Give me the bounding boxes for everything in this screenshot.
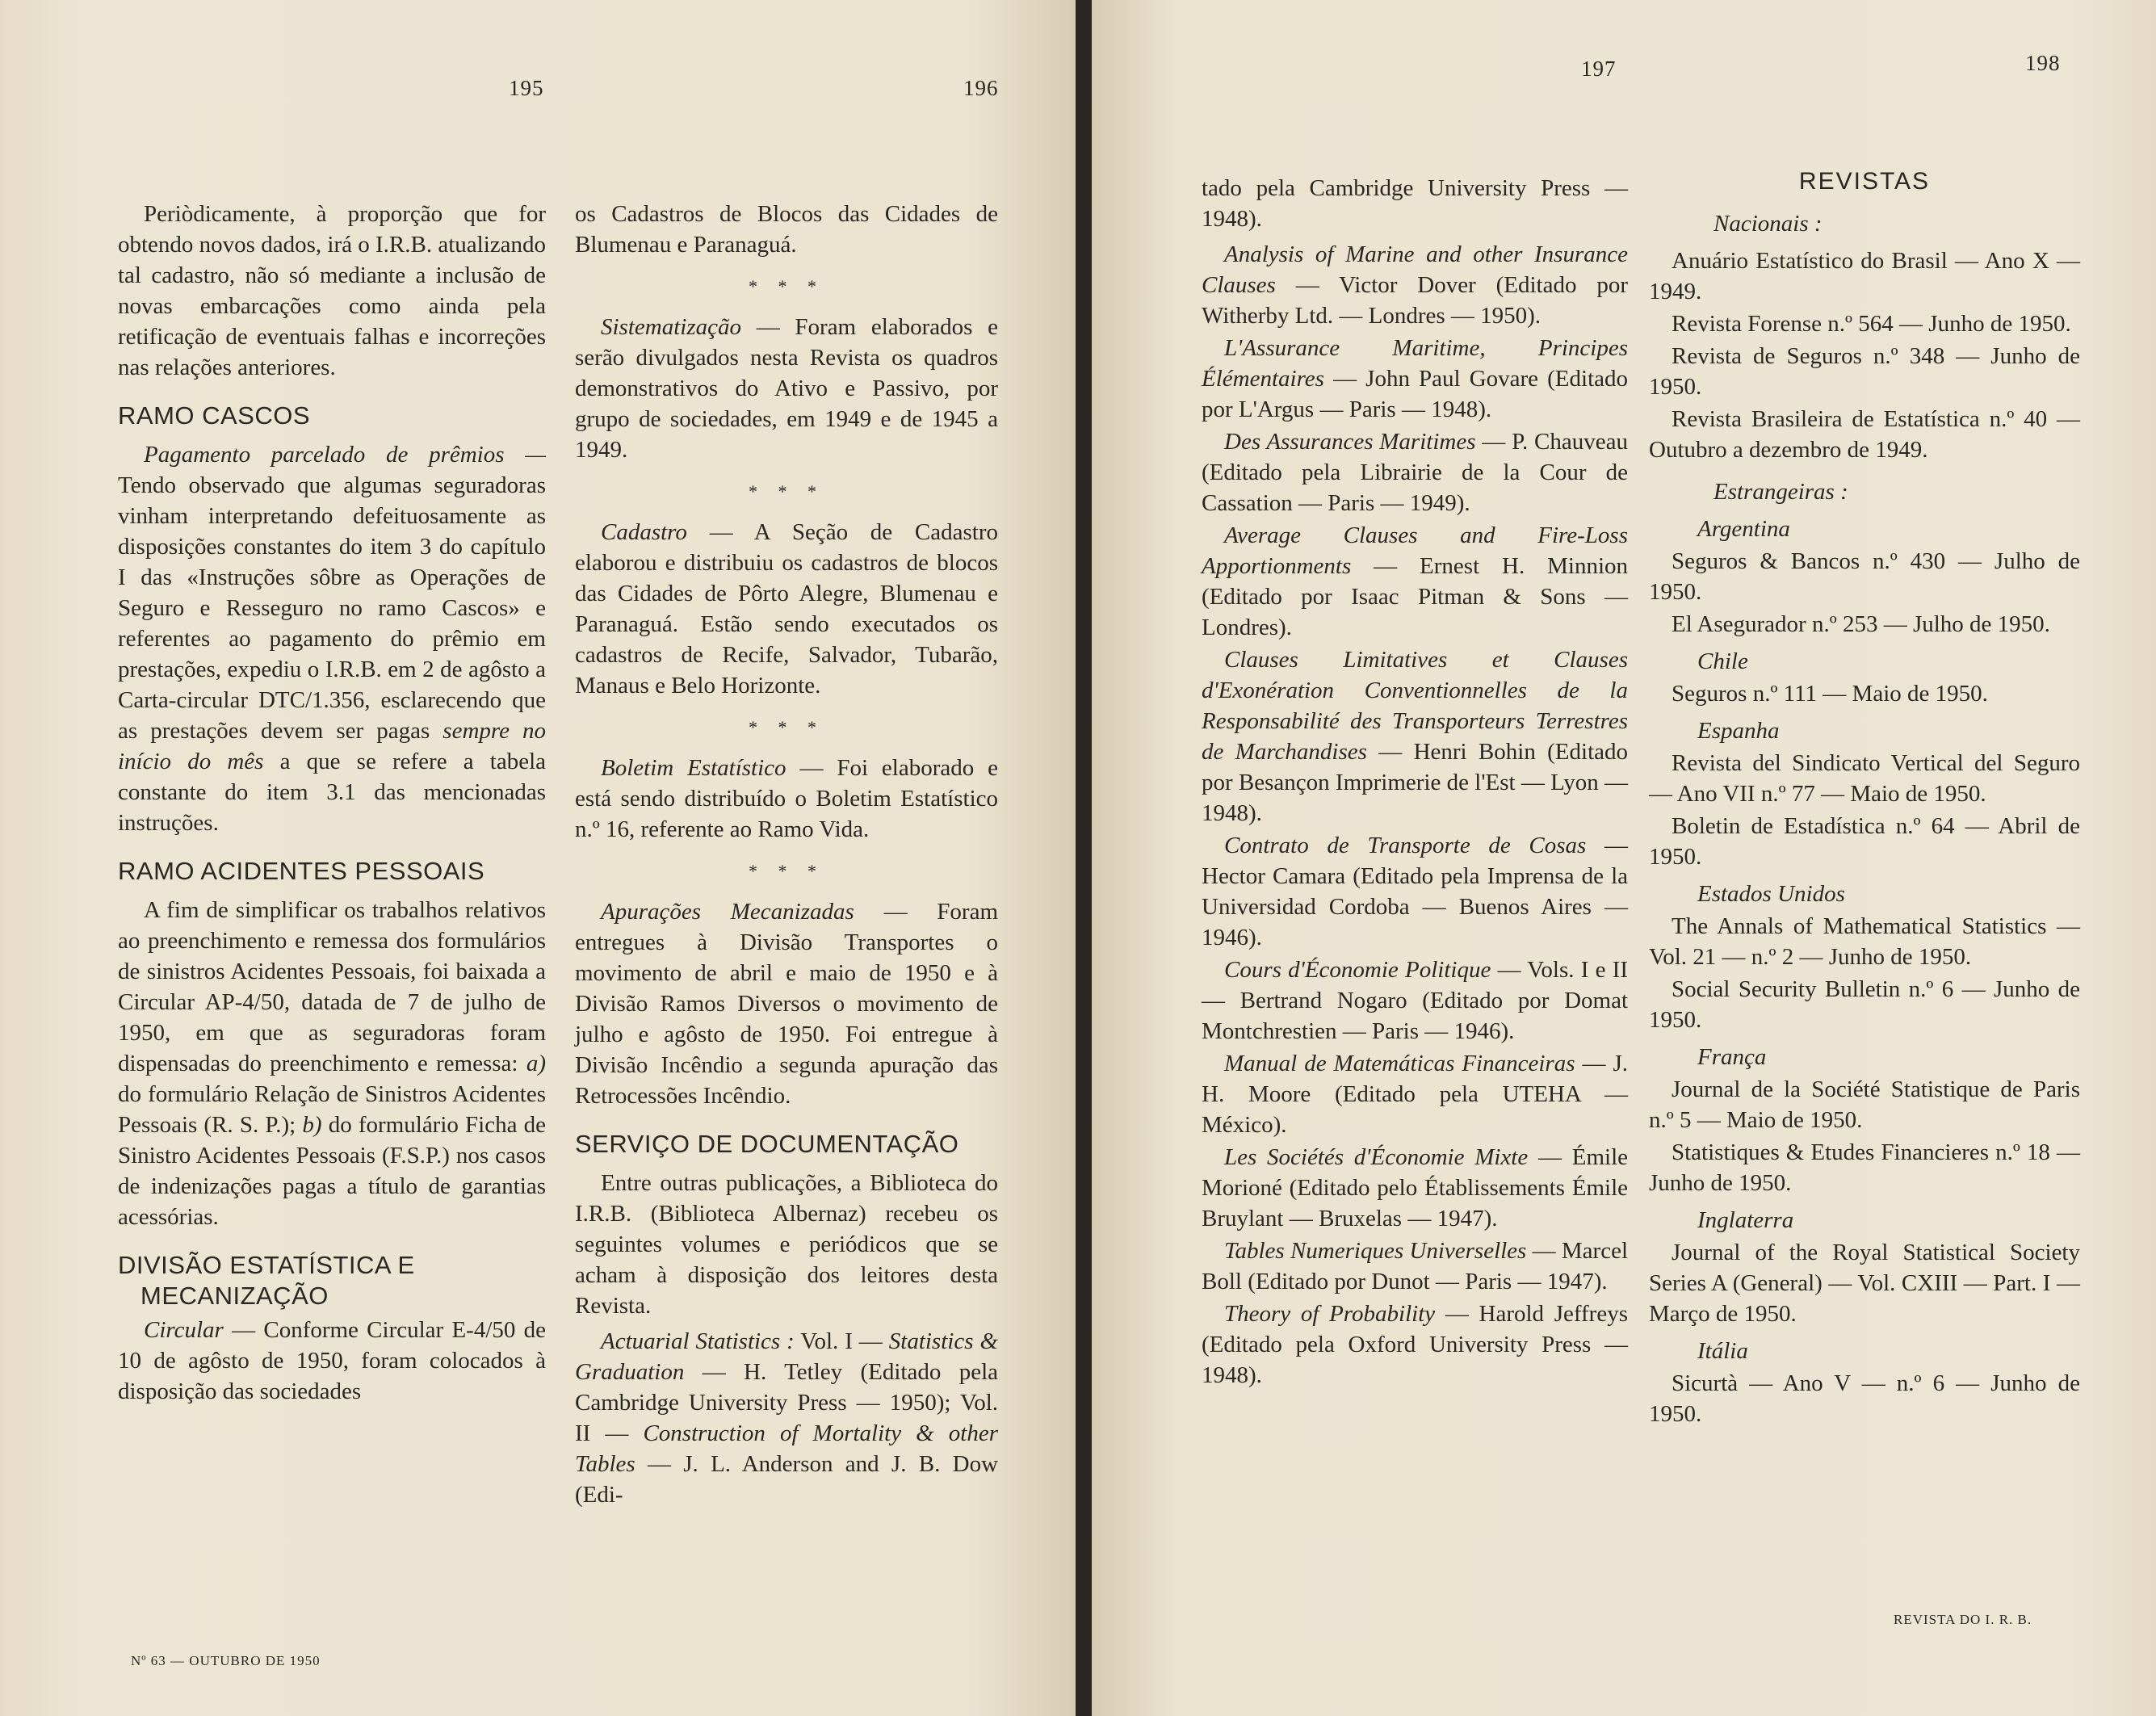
country-heading: Itália	[1697, 1338, 1748, 1364]
book-entry	[1202, 1236, 1628, 1297]
book-rest: — Hector Camara (Editado pela Imprensa de la Universidad Cordoba — Buenos Aires — 1946).	[1202, 833, 1628, 950]
book-entry	[1202, 520, 1628, 643]
book-entry	[1202, 1299, 1628, 1391]
periodical-entry: Seguros & Bancos n.º 430 — Julho de 1950.	[1649, 548, 2080, 605]
divisao-heading-line2: MECANIZAÇÃO	[141, 1282, 329, 1310]
book-entry	[1202, 173, 1628, 234]
acidentes-text-3: do formulário Ficha de Sinistro Acidentes Pessoais (F.S.P.) nos casos de indenizações pagas a título de garantias acessórias.	[118, 1112, 547, 1230]
cascos-body: Tendo observado que algumas seguradoras vinham interpretando defeituosamente as disposições constantes do item 3 do capítulo I das «Instruções sôbre as Operações de Seguro e Resseguro no ramo Cascos» e referentes ao pagamento do prêmio em prestações, expediu o I.R.B. em 2 de agôsto a Carta-circular DTC/1.356, esclarecendo que as prestações devem ser pagas	[118, 472, 546, 744]
periodical-entry: Revista del Sindicato Vertical del Seguro — Ano VII n.º 77 — Maio de 1950.	[1649, 750, 2080, 807]
cadastros-cont-paragraph: os Cadastros de Blocos das Cidades de Blumenau e Paranaguá.	[575, 201, 998, 258]
book-title: L'Assurance Maritime, Principes Élémentaires	[1202, 335, 1628, 392]
acidentes-item-b: b)	[302, 1112, 322, 1138]
sistematizacao-lead: Sistematização	[601, 314, 741, 340]
actuarial-text-3: — J. L. Anderson and J. B. Dow (Edi-	[575, 1451, 999, 1508]
book-entry	[1202, 1142, 1628, 1234]
revistas-heading: REVISTAS	[1798, 168, 1931, 195]
book-title: Clauses Limitatives et Clauses d'Exonération Conventionnelles de la Responsabilité des Transporteurs Terrestres de Marchandises	[1202, 647, 1628, 765]
actuarial-paragraph	[575, 1326, 998, 1510]
book-title: Les Sociétés d'Économie Mixte	[1224, 1144, 1529, 1170]
section-separator: * * *	[749, 481, 824, 501]
cascos-emphasis: sempre no início do mês	[118, 718, 547, 774]
country-heading: Espanha	[1697, 718, 1780, 744]
section-separator: * * *	[749, 276, 824, 296]
country-heading: França	[1697, 1044, 1767, 1070]
page-number-196: 196	[963, 76, 999, 100]
periodical-entry: El Asegurador n.º 253 — Julho de 1950.	[1672, 611, 2050, 637]
book-rest: — Émile Morioné (Editado pelo Établissements Émile Bruylant — Bruxelas — 1947).	[1202, 1144, 1628, 1231]
book-rest: — Henri Bohin (Editado por Besançon Imprimerie de l'Est — Lyon — 1948).	[1202, 739, 1628, 826]
sistematizacao-body: — Foram elaborados e serão divulgados nesta Revista os quadros demonstrativos do Ativo e Passivo, por grupo de sociedades, em 1949 e de 1945 a 1949.	[575, 314, 999, 463]
periodical-entry: Social Security Bulletin n.º 6 — Junho de 1950.	[1649, 976, 2080, 1033]
cadastro-lead: Cadastro	[601, 519, 687, 545]
periodical-entry: Journal of the Royal Statistical Society Series A (General) — Vol. CXIII — Part. I — Março de 1950.	[1649, 1240, 2080, 1327]
cascos-lead: Pagamento parcelado de prêmios —	[144, 442, 546, 468]
book-rest: tado pela Cambridge University Press — 1948).	[1202, 175, 1628, 232]
book-rest: — Marcel Boll (Editado por Dunot — Paris — 1947).	[1202, 1238, 1629, 1294]
page-number-197: 197	[1581, 57, 1617, 81]
acidentes-paragraph	[118, 895, 546, 1232]
periodical-entry: Statistiques & Etudes Financieres n.º 18 — Junho de 1950.	[1649, 1139, 2080, 1196]
country-heading: Chile	[1697, 648, 1748, 674]
cadastro-body: — A Seção de Cadastro elaborou e distribuiu os cadastros de blocos das Cidades de Pôrto Alegre, Blumenau e Paranaguá. Estão sendo executados os cadastros de Recife, Salvador, Tubarão, Manaus e Belo Horizonte.	[575, 519, 998, 699]
cadastro-paragraph	[575, 517, 998, 701]
periodical-entry: Revista de Seguros n.º 348 — Junho de 1950.	[1649, 343, 2080, 400]
section-heading-divisao	[118, 1250, 546, 1311]
section-heading-ramo-acidentes: RAMO ACIDENTES PESSOAIS	[118, 857, 485, 885]
periodical-entry: The Annals of Mathematical Statistics — Vol. 21 — n.º 2 — Junho de 1950.	[1649, 913, 2080, 970]
sistematizacao-paragraph	[575, 312, 998, 465]
book-rest: — Victor Dover (Editado por Witherby Ltd. — Londres — 1950).	[1202, 272, 1629, 329]
periodical-entry: Anuário Estatístico do Brasil — Ano X — 1949.	[1649, 248, 2080, 304]
book-rest: — Ernest H. Minnion (Editado por Isaac Pitman & Sons — Londres).	[1202, 553, 1628, 640]
column-195	[118, 199, 546, 1412]
footer-issue: Nº 63 — OUTUBRO DE 1950	[131, 1653, 321, 1668]
book-title: Tables Numeriques Universelles	[1224, 1238, 1527, 1264]
cadastro-intro-paragraph: Periòdicamente, à proporção que for obtendo novos dados, irá o I.R.B. atualizando tal cadastro, não só mediante a inclusão de novas embarcações como ainda pela retificação de eventuais falhas e incorreções nas relações anteriores.	[118, 201, 546, 380]
actuarial-title-1: Statistics & Graduation	[575, 1328, 998, 1385]
section-separator: * * *	[749, 861, 824, 881]
country-heading: Inglaterra	[1697, 1207, 1794, 1233]
book-rest: — Harold Jeffreys (Editado pela Oxford University Press — 1948).	[1202, 1301, 1629, 1388]
boletim-lead: Boletim Estatístico	[601, 755, 786, 781]
book-title: Theory of Probability	[1224, 1301, 1436, 1327]
column-196	[575, 199, 998, 1515]
book-rest: — Vols. I e II — Bertrand Nogaro (Editado por Domat Montchrestien — Paris — 1946).	[1202, 957, 1628, 1044]
book-entry	[1202, 954, 1628, 1047]
circular-paragraph	[118, 1315, 546, 1407]
boletim-body: — Foi elaborado e está sendo distribuído o Boletim Estatístico n.º 16, referente ao Ramo Vida.	[575, 755, 998, 842]
page-number-195: 195	[509, 76, 544, 100]
periodical-entry: Seguros n.º 111 — Maio de 1950.	[1672, 681, 1988, 707]
cascos-tail: a que se refere a tabela constante do item 3.1 das mencionadas instruções.	[118, 749, 546, 836]
book-gutter	[1076, 0, 1092, 1716]
nacionais-subheading: Nacionais :	[1713, 211, 1823, 237]
periodical-entry: Journal de la Société Statistique de Paris n.º 5 — Maio de 1950.	[1649, 1076, 2080, 1133]
actuarial-text-2: — H. Tetley (Editado pela Cambridge University Press — 1950); Vol. II —	[575, 1359, 999, 1446]
actuarial-lead: Actuarial Statistics :	[601, 1328, 795, 1354]
book-rest: — J. H. Moore (Editado pela UTEHA — México).	[1202, 1051, 1628, 1138]
apuracoes-paragraph	[575, 896, 998, 1111]
page-number-198: 198	[2025, 51, 2061, 75]
book-rest: — John Paul Govare (Editado por L'Argus — Paris — 1948).	[1202, 366, 1629, 422]
book-rest: — P. Chauveau (Editado pela Librairie de la Cour de Cassation — Paris — 1949).	[1202, 429, 1628, 516]
section-heading-servico: SERVIÇO DE DOCUMENTAÇÃO	[575, 1130, 959, 1158]
book-title: Manual de Matemáticas Financeiras	[1224, 1051, 1575, 1076]
acidentes-item-a: a)	[526, 1051, 546, 1076]
column-198	[1649, 166, 2080, 1431]
book-title: Cours d'Économie Politique	[1224, 957, 1491, 983]
apuracoes-body: — Foram entregues à Divisão Transportes o movimento de abril e maio de 1950 e à Divisão Ramos Diversos o movimento de julho e agôsto de 1950. Foi entregue à Divisão Incêndio a segunda apuração das Retrocessões Incêndio.	[575, 899, 999, 1109]
periodical-entry: Boletin de Estadística n.º 64 — Abril de 1950.	[1649, 813, 2080, 870]
country-heading: Argentina	[1697, 516, 1790, 542]
divisao-heading-line1: DIVISÃO ESTATÍSTICA E	[118, 1251, 415, 1279]
actuarial-title-2: Construction of Mortality & other Tables	[575, 1420, 998, 1477]
periodical-entry: Revista Brasileira de Estatística n.º 40 — Outubro a dezembro de 1949.	[1649, 406, 2080, 463]
country-heading: Estados Unidos	[1697, 881, 1845, 907]
book-title: Contrato de Transporte de Cosas	[1224, 833, 1587, 858]
book-entry	[1202, 333, 1628, 425]
periodical-entry: Revista Forense n.º 564 — Junho de 1950.	[1672, 311, 2071, 337]
acidentes-text-2: do formulário Relação de Sinistros Acidentes Pessoais (R. S. P.);	[118, 1081, 546, 1138]
book-entry	[1202, 426, 1628, 518]
column-197	[1202, 173, 1628, 1392]
book-entry	[1202, 644, 1628, 829]
servico-paragraph: Entre outras publicações, a Biblioteca do I.R.B. (Biblioteca Albernaz) recebeu os seguintes volumes e periódicos que se acham à disposição dos leitores desta Revista.	[575, 1170, 998, 1319]
periodical-entry: Sicurtà — Ano V — n.º 6 — Junho de 1950.	[1649, 1370, 2080, 1427]
book-title: Average Clauses and Fire-Loss Apportionments	[1202, 522, 1628, 579]
circular-body: — Conforme Circular E-4/50 de 10 de agôsto de 1950, foram colocados à disposição das sociedades	[118, 1317, 547, 1404]
book-entry	[1202, 830, 1628, 953]
estrangeiras-subheading: Estrangeiras :	[1713, 479, 1848, 505]
book-entry	[1202, 1048, 1628, 1140]
actuarial-text-1: Vol. I —	[800, 1328, 883, 1354]
acidentes-text-1: A fim de simplificar os trabalhos relativos ao preenchimento e remessa dos formulários de sinistros Acidentes Pessoais, foi baixada a Circular AP-4/50, datada de 7 de julho de 1950, em que as seguradoras foram dispensadas do preenchimento e remessa:	[118, 897, 546, 1076]
apuracoes-lead: Apurações Mecanizadas	[601, 899, 854, 925]
section-separator: * * *	[749, 717, 824, 737]
boletim-paragraph	[575, 753, 998, 845]
book-entry	[1202, 239, 1628, 331]
section-heading-ramo-cascos: RAMO CASCOS	[118, 401, 311, 430]
cascos-paragraph	[118, 439, 546, 838]
book-title: Des Assurances Maritimes	[1224, 429, 1476, 455]
book-title: Analysis of Marine and other Insurance Clauses	[1202, 241, 1628, 298]
circular-lead: Circular	[144, 1317, 224, 1343]
footer-journal: REVISTA DO I. R. B.	[1894, 1612, 2032, 1627]
